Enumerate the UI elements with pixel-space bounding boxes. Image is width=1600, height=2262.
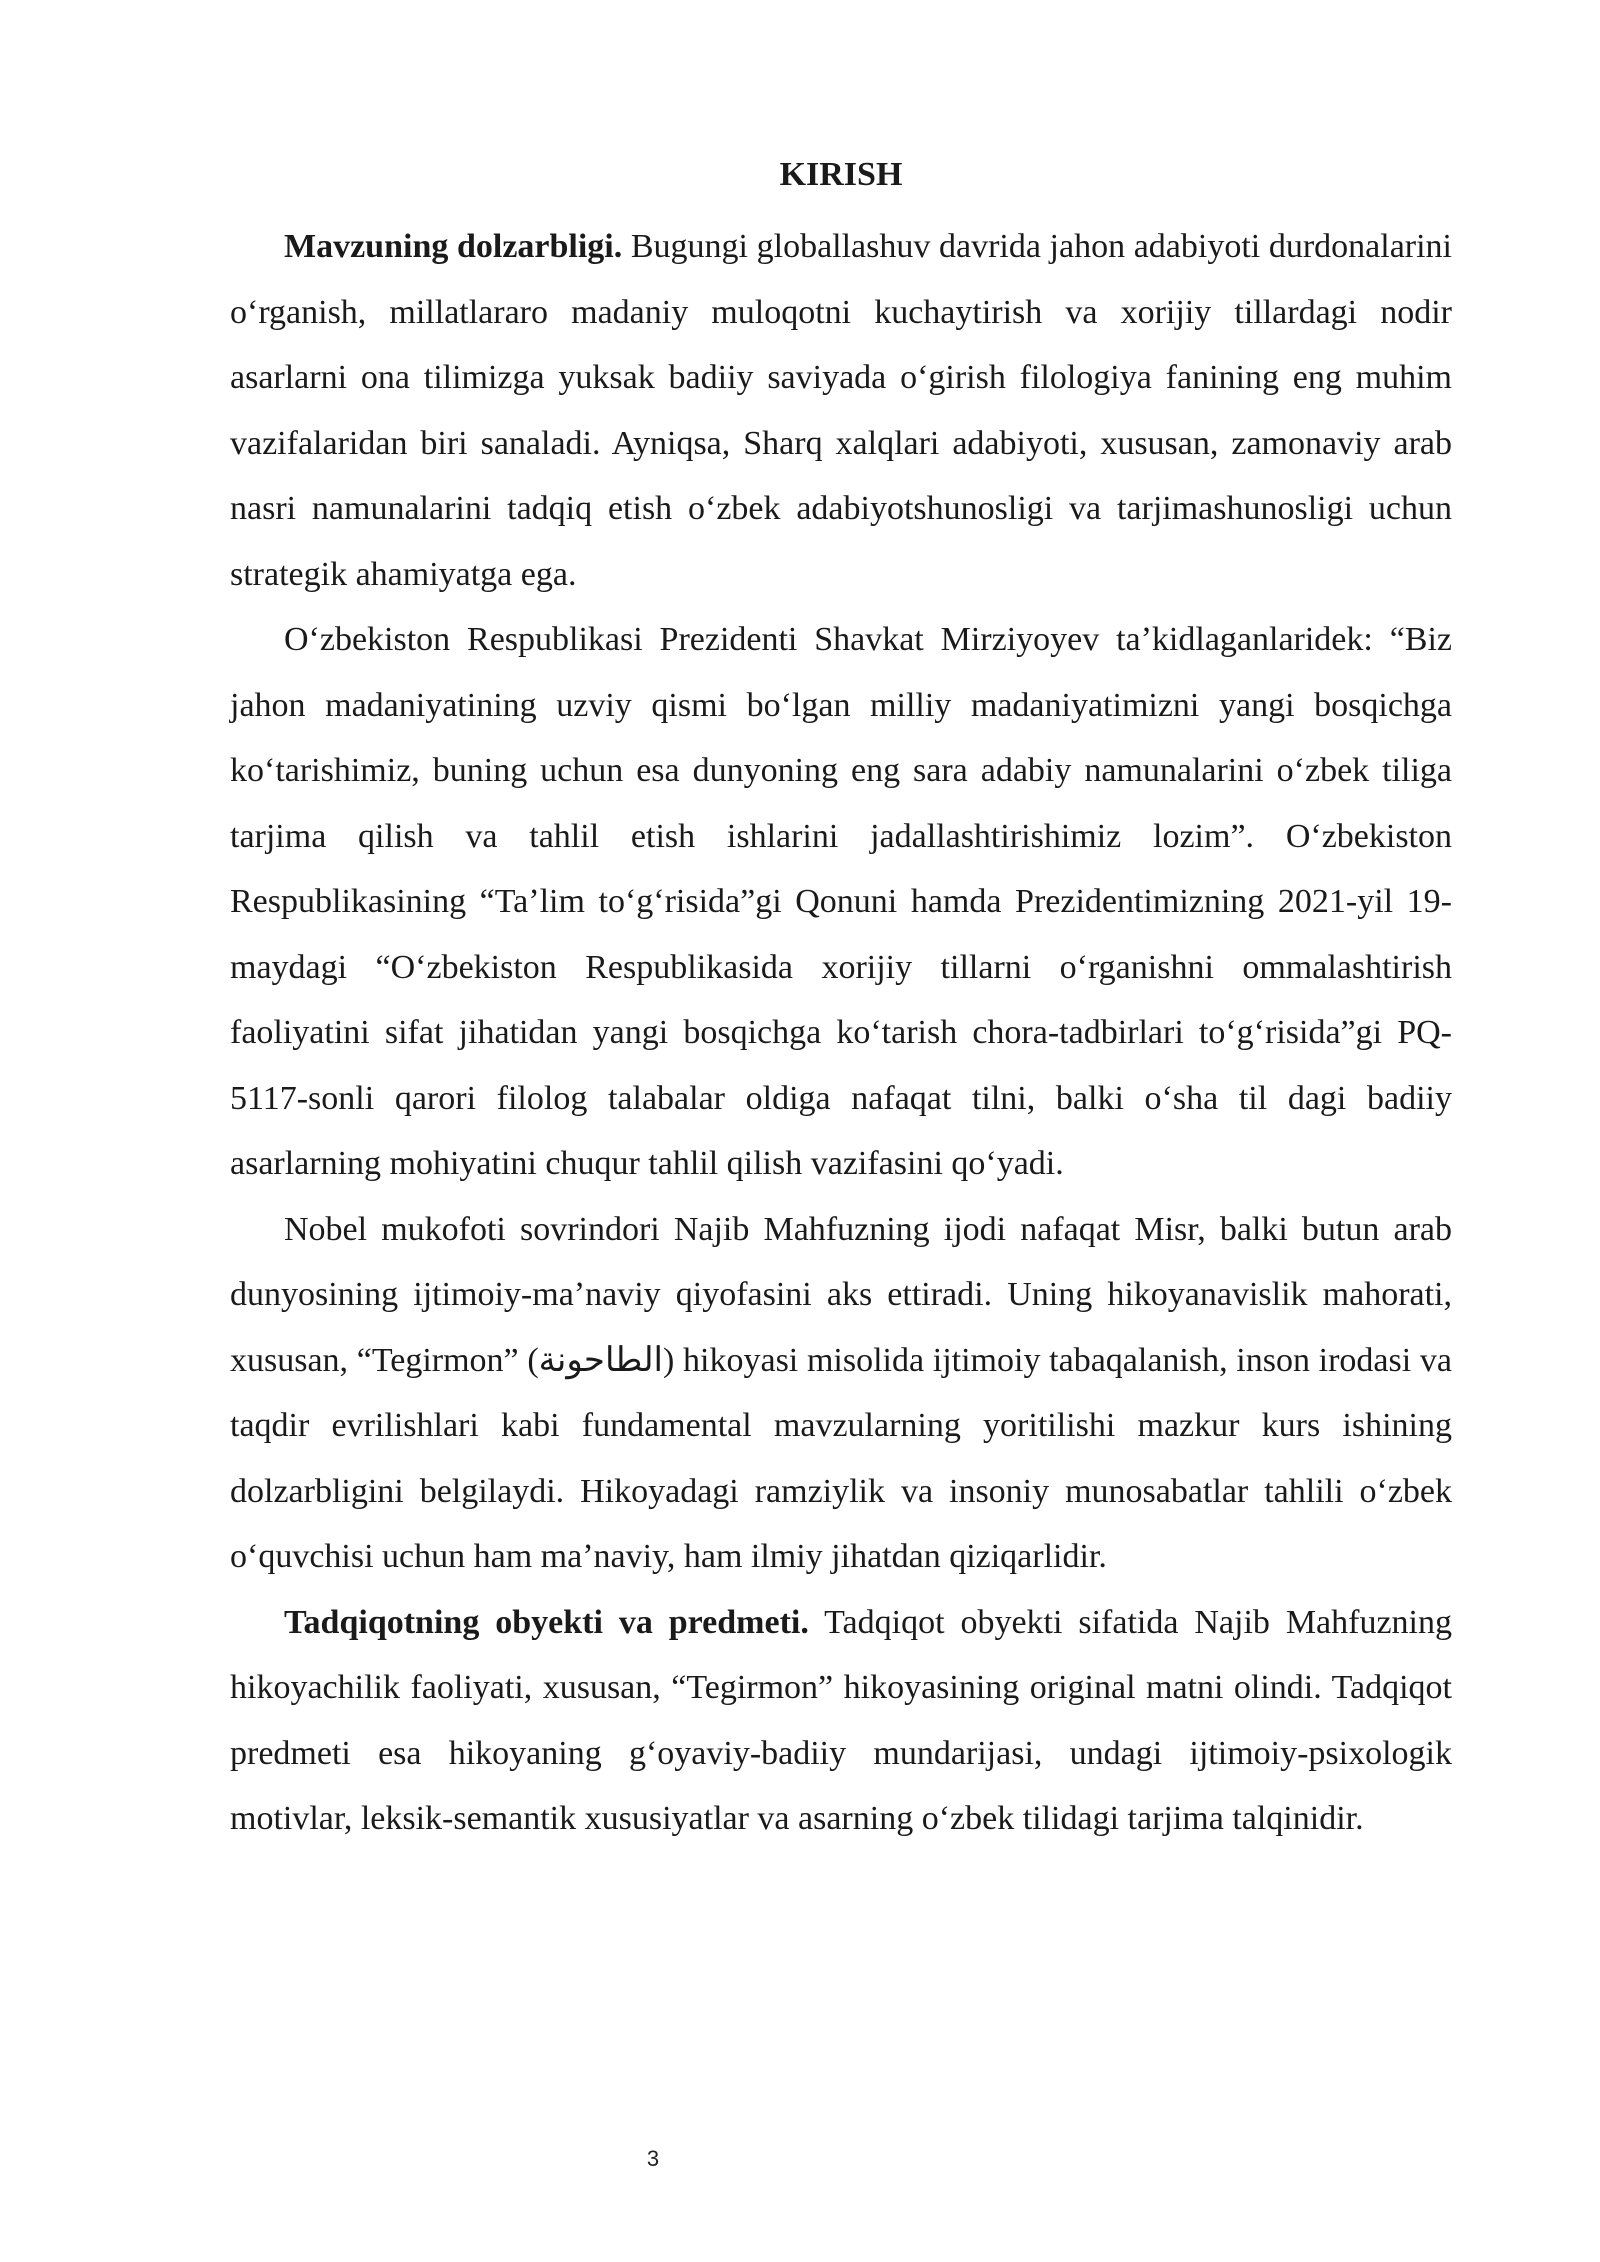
paragraph-text: Tadqiqot obyekti sifatida Najib Mahfuzning hikoyachilik faoliyati, xususan, “Tegirmon” hikoyasining original matni olindi. Tadqiqot predmeti esa hikoyaning gʻoyaviy-badiiy mundarijasi, undagi ijtimoiy-psixologik motivlar, leksik-semantik xususiyatlar va asarning oʻzbek tilidagi tarjima talqinidir.	[230, 1603, 1453, 1837]
paragraph-mahfuz	[230, 1197, 1452, 1590]
paragraph-text: Nobel mukofoti sovrindori Najib Mahfuzning ijodi nafaqat Misr, balki butun arab dunyosining ijtimoiy-maʼnaviy qiyofasini aks ettiradi. Uning hikoyanavislik mahorati, xususan, “Tegirmon” (الطاحونة) hikoyasi misolida ijtimoiy tabaqalanish, inson irodasi va taqdir evrilishlari kabi fundamental mavzularning yoritilishi mazkur kurs ishining dolzarbligini belgilaydi. Hikoyadagi ramziylik va insoniy munosabatlar tahlili oʻzbek oʻquvchisi uchun ham maʼnaviy, ham ilmiy jihatdan qiziqarlidir.	[230, 1210, 1452, 1575]
document-page	[230, 150, 1452, 1852]
paragraph-text: Oʻzbekiston Respublikasi Prezidenti Shavkat Mirziyoyev taʼkidlaganlaridek: “Biz jahon madaniyatining uzviy qismi boʻlgan milliy madaniyatimizni yangi bosqichga koʻtarishimiz, buning uchun esa dunyoning eng sara adabiy namunalarini oʻzbek tiliga tarjima qilish va tahlil etish ishlarini jadallashtirishimiz lozim”. Oʻzbekiston Respublikasining “Taʼlim toʻgʻrisida”gi Qonuni hamda Prezidentimizning 2021-yil 19-maydagi “Oʻzbekiston Respublikasida xorijiy tillarni oʻrganishni ommalashtirish faoliyatini sifat jihatidan yangi bosqichga koʻtarish chora-tadbirlari toʻgʻrisida”gi PQ-5117-sonli qarori filolog talabalar oldiga nafaqat tilni, balki oʻsha til dagi badiiy asarlarning mohiyatini chuqur tahlil qilish vazifasini qoʻyadi.	[230, 621, 1452, 1182]
page-number: 3	[646, 2146, 660, 2171]
paragraph-president-quote	[230, 607, 1452, 1197]
paragraph-lead: Mavzuning dolzarbligi.	[284, 228, 623, 265]
paragraph-lead: Tadqiqotning obyekti va predmeti.	[284, 1603, 809, 1641]
paragraph-text: Bugungi globallashuv davrida jahon adabiyoti durdonalarini oʻrganish, millatlararo madaniy muloqotni kuchaytirish va xorijiy tillardagi nodir asarlarni ona tilimizga yuksak badiiy saviyada oʻgirish filologiya fanining eng muhim vazifalaridan biri sanaladi. Ayniqsa, Sharq xalqlari adabiyoti, xususan, zamonaviy arab nasri namunalarini tadqiq etish oʻzbek adabiyotshunosligi va tarjimashunosligi uchun strategik ahamiyatga ega.	[230, 228, 1452, 593]
paragraph-relevance	[230, 214, 1452, 607]
paragraph-object-subject	[230, 1590, 1452, 1852]
section-heading: KIRISH	[779, 156, 903, 193]
